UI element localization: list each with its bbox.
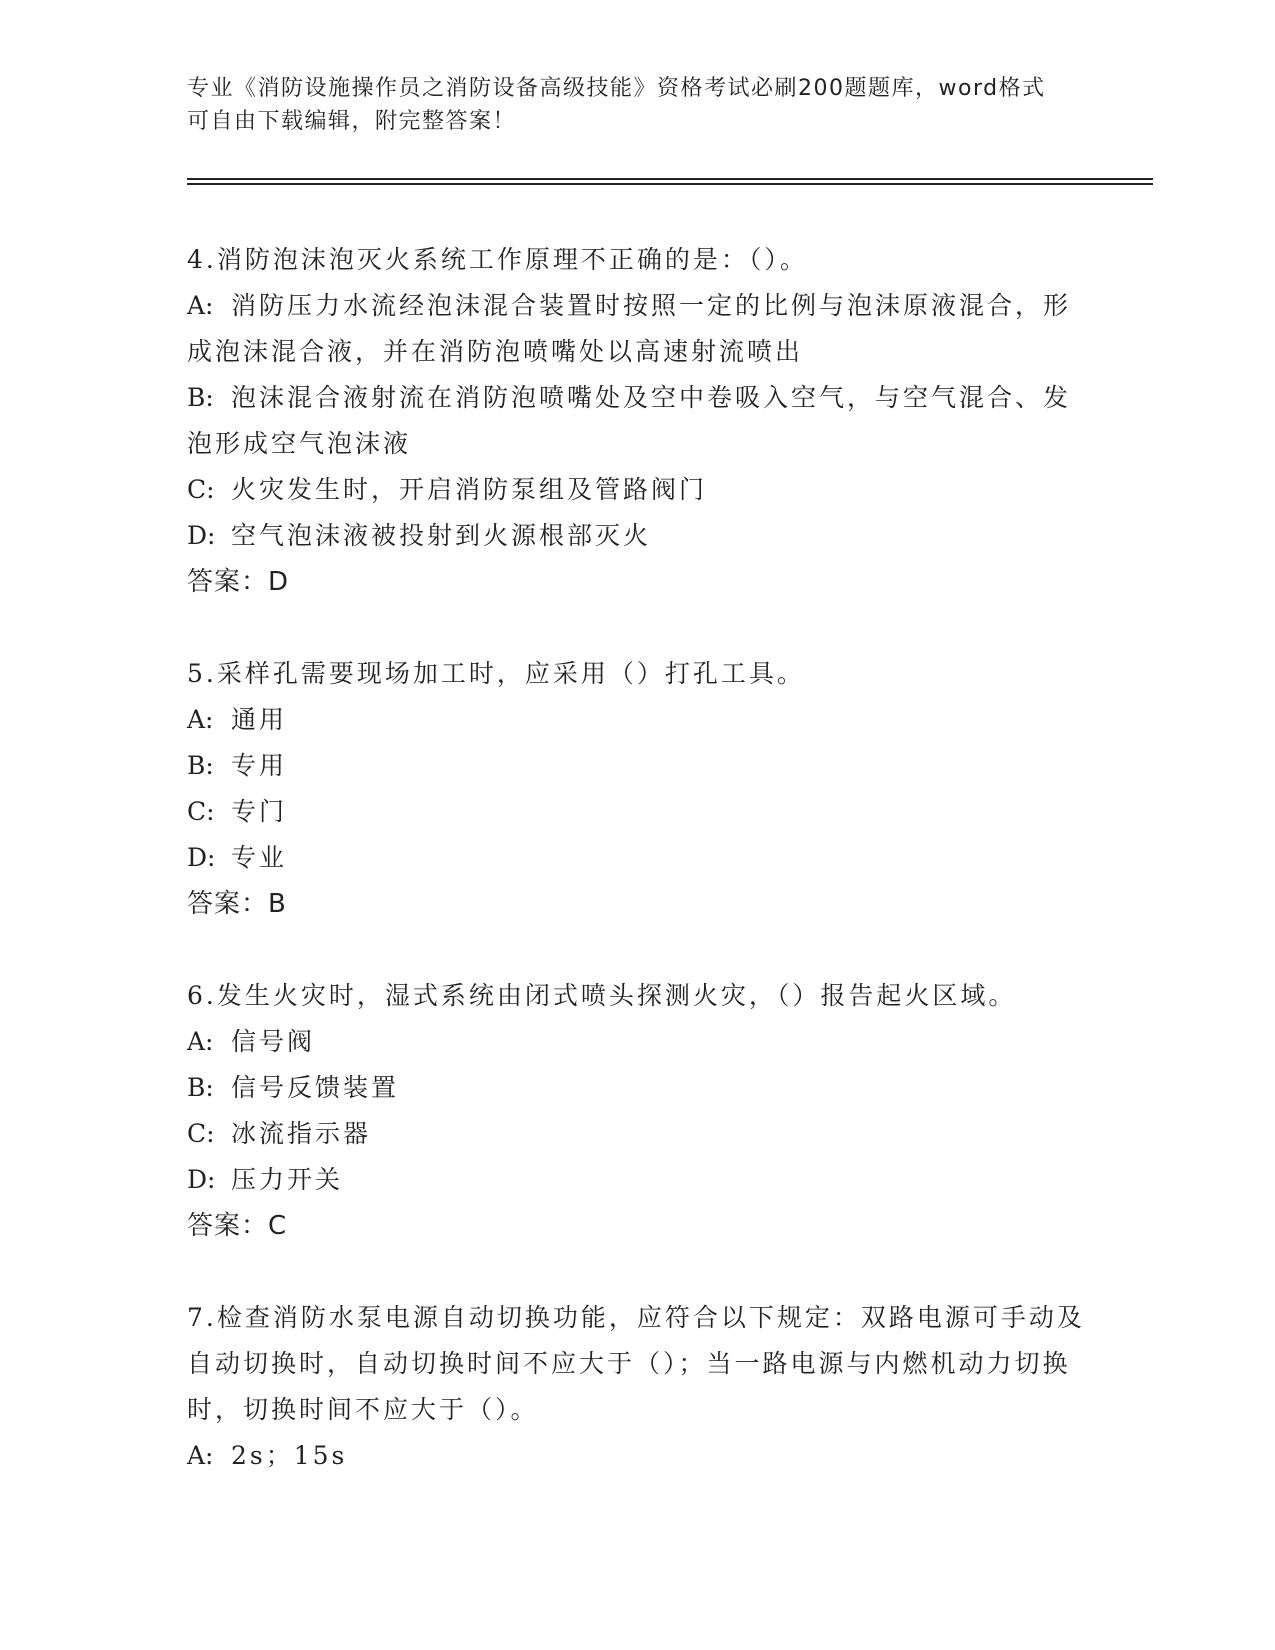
option-letter: B:: [187, 751, 214, 780]
header-rule-bottom: [187, 183, 1153, 185]
option-letter: D:: [187, 1165, 216, 1194]
answer: 答案：D: [187, 567, 290, 597]
page-header: 专业《消防设施操作员之消防设备高级技能》资格考试必刷200题题库，word格式可自由下载编辑，附完整答案！: [187, 76, 1046, 134]
option-text: 通用: [231, 705, 288, 734]
option-letter: A:: [187, 705, 214, 734]
option-letter: A:: [187, 291, 214, 320]
option-d: [187, 513, 1087, 559]
option-text: 空气泡沫液被投射到火源根部灭火: [231, 521, 652, 550]
option-text: 火灾发生时，开启消防泵组及管路阀门: [231, 475, 708, 504]
answer: 答案：B: [187, 889, 287, 919]
option-a: [187, 697, 1087, 743]
answer: 答案：C: [187, 1211, 288, 1241]
option-d: [187, 1157, 1087, 1203]
option-c: [187, 467, 1087, 513]
option-letter: D:: [187, 843, 216, 872]
question-stem: 7.检查消防水泵电源自动切换功能，应符合以下规定：双路电源可手动及自动切换时，自动切换时间不应大于（）；当一路电源与内燃机动力切换时，切换时间不应大于（）。: [187, 1303, 1085, 1424]
option-text: 信号阀: [231, 1027, 316, 1056]
option-b: [187, 743, 1087, 789]
option-a: [187, 1019, 1087, 1065]
header-rule-top: [187, 178, 1153, 180]
option-letter: A:: [187, 1027, 214, 1056]
option-letter: C:: [187, 475, 215, 504]
option-d: [187, 835, 1087, 881]
option-letter: A:: [187, 1441, 214, 1470]
option-letter: B:: [187, 1073, 214, 1102]
option-letter: B:: [187, 383, 214, 412]
option-text: 2s；15s: [231, 1441, 348, 1470]
question-6: [187, 973, 1087, 1249]
option-letter: C:: [187, 1119, 215, 1148]
question-4: [187, 237, 1087, 605]
option-text: 冰流指示器: [231, 1119, 372, 1148]
question-5: [187, 651, 1087, 927]
option-a: [187, 283, 1087, 375]
question-stem: 6.发生火灾时，湿式系统由闭式喷头探测火灾，（）报告起火区域。: [187, 981, 1017, 1010]
option-c: [187, 1111, 1087, 1157]
option-text: 专门: [231, 797, 288, 826]
option-letter: C:: [187, 797, 215, 826]
question-stem: 5.采样孔需要现场加工时，应采用（）打孔工具。: [187, 659, 805, 688]
option-text: 压力开关: [231, 1165, 344, 1194]
option-text: 泡沫混合液射流在消防泡喷嘴处及空中卷吸入空气，与空气混合、发泡形成空气泡沫液: [187, 383, 1072, 458]
option-c: [187, 789, 1087, 835]
option-a: [187, 1433, 1087, 1479]
option-b: [187, 375, 1087, 467]
question-7: [187, 1295, 1087, 1479]
option-text: 专业: [231, 843, 288, 872]
question-list: [187, 237, 1087, 1525]
option-b: [187, 1065, 1087, 1111]
option-text: 专用: [231, 751, 288, 780]
option-text: 信号反馈装置: [231, 1073, 400, 1102]
question-stem: 4.消防泡沫泡灭火系统工作原理不正确的是：（）。: [187, 245, 808, 274]
option-letter: D:: [187, 521, 216, 550]
option-text: 消防压力水流经泡沫混合装置时按照一定的比例与泡沫原液混合，形成泡沫混合液，并在消防泡喷嘴处以高速射流喷出: [187, 291, 1072, 366]
